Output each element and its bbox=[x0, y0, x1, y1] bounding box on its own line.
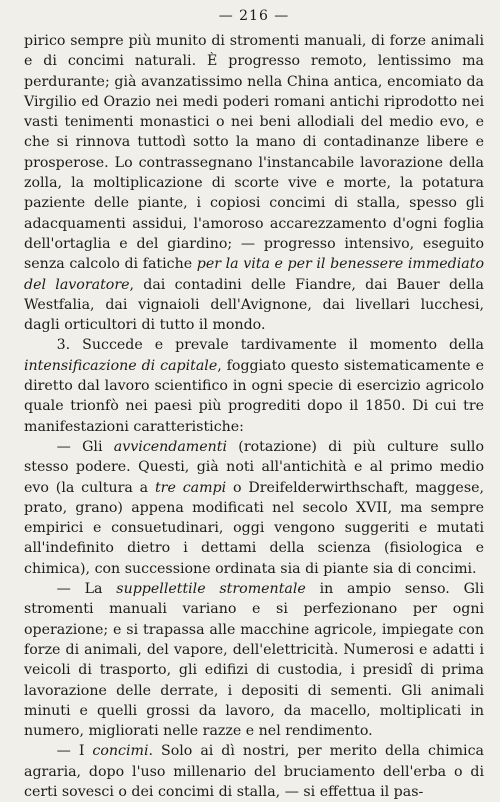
body-text bbox=[24, 31, 484, 802]
page-number: — 216 — bbox=[218, 8, 290, 24]
paragraph-4: — La suppellettile stromentale in ampio senso. Gli stromenti manuali variano e si perfezionano per ogni operazione; e si trapassa alle macchine agricole, impiegate con forze di animali, del vapore, dell'elettricità. Numerosi e adatti i veicoli di trasporto, gli edifizi di custodia, i presidî di prima lavorazione delle derrate, i depositi di sementi. Gli animali minuti e quelli grossi da lavoro, da macello, moltiplicati in numero, migliorati nelle razze e nel rendimento. bbox=[24, 581, 484, 740]
paragraph-2: 3. Succede e prevale tardivamente il momento della intensificazione di capitale, foggiato questo sistematicamente e diretto dal lavoro scientifico in ogni specie di esercizio agricolo quale trionfò nei paesi più progrediti dopo il 1850. Di cui tre manifestazioni caratteristiche: bbox=[24, 337, 484, 435]
paragraph-5: — I concimi. Solo ai dì nostri, per merito della chimica agraria, dopo l'uso millenario del bruciamento dell'erba o di certi sovesci o dei concimi di stalla, — si effettua il pas- bbox=[24, 743, 484, 800]
paragraph-3: — Gli avvicendamenti (rotazione) di più culture sullo stesso podere. Questi, già noti all'antichità e al primo medio evo (la cultura a tre campi o Dreifelderwirthschaft, maggese, prato, grano) appena modificati nel secolo XVII, ma sempre empirici e consuetudinari, oggi vengono suggeriti e mutati all'indefinito dietro i dettami della scienza (fisiologica e chimica), con successione ordinata sia di piante sia di concimi. bbox=[24, 438, 485, 577]
paragraph-1: pirico sempre più munito di stromenti manuali, di forze animali e di concimi naturali. È progresso remoto, lentissimo ma perdurante; già avanzatissimo nella China antica, encomiato da Virgilio ed Orazio nei medi poderi romani antichi riprodotto nei vasti tenimenti monastici o nei beni allodiali del medio evo, e che si rinnova tuttodì sotto la mano di contadinanze libere e prosperose. Lo contrassegnano l'instancabile lavorazione della zolla, la moltiplicazione di scorte vive e morte, la potatura paziente delle piante, i copiosi concimi di stalla, spesso gli adacquamenti assidui, l'amoroso accarezzamento d'ogni foglia dell'ortaglia e del giardino; — progresso intensivo, eseguito senza calcolo di fatiche per la vita e per il benessere immediato del lavoratore, dai contadini delle Fiandre, dai Bauer della Westfalia, dai vignaioli dell'Avignone, dai livellari lucchesi, dagli orticultori di tutto il mondo. bbox=[24, 33, 484, 334]
